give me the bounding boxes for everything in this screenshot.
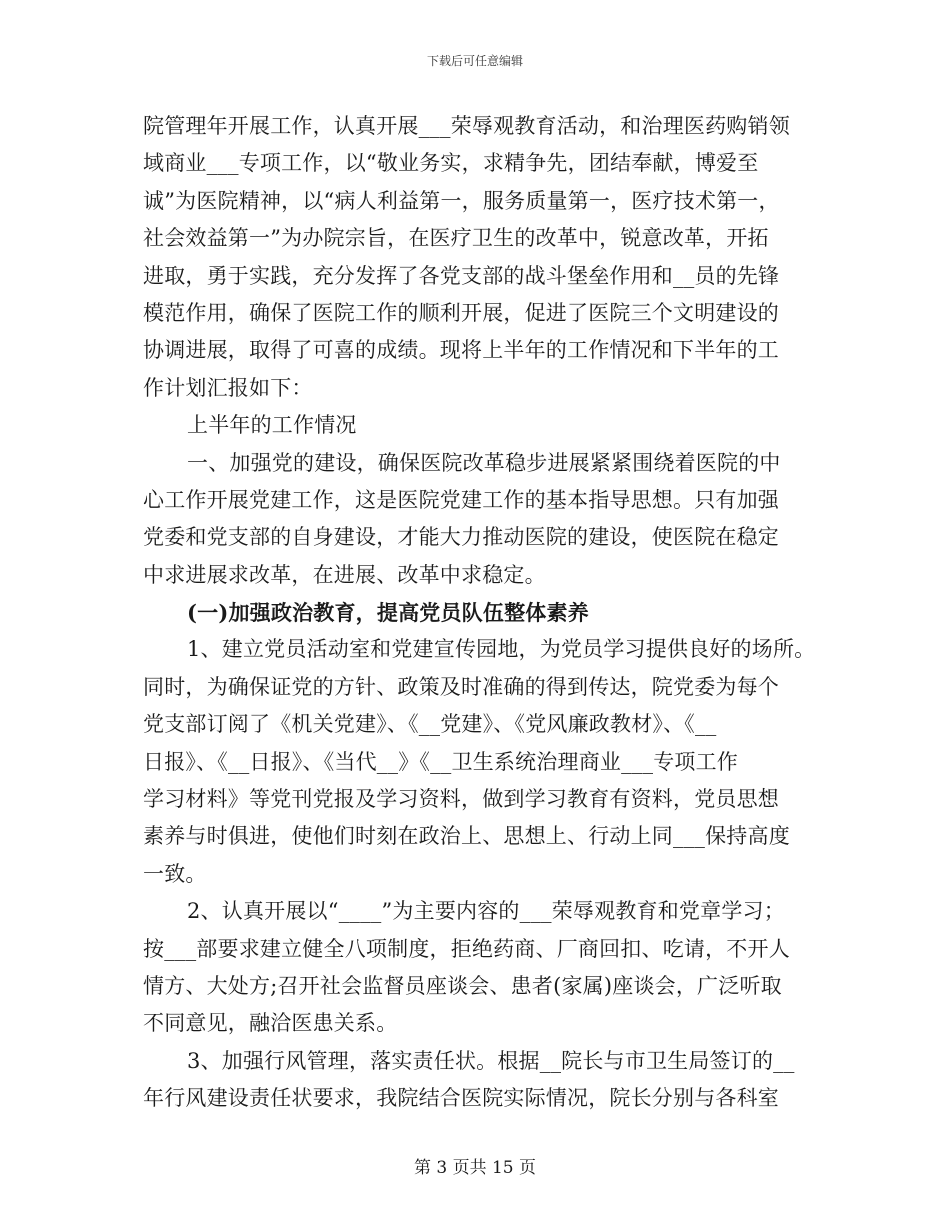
body-line: 一、加强党的建设，确保医院改革稳步进展紧紧围绕着医院的中 — [187, 450, 781, 475]
page-header: 下载后可任意编辑 — [426, 54, 523, 68]
body-line: 按___部要求建立健全八项制度，拒绝药商、厂商回扣、吃请，不开人 — [143, 936, 790, 961]
body-line: 情方、大处方;召开社会监督员座谈会、患者(家属)座谈会，广泛听取 — [143, 973, 782, 998]
body-line: 学习材料》等党刊党报及学习资料，做到学习教育有资料，党员思想 — [143, 787, 779, 812]
body-line: 院管理年开展工作，认真开展___荣辱观教育活动，和治理医药购销领 — [143, 114, 790, 138]
body-line: 诚”为医院精神，以“病人利益第一，服务质量第一，医疗技术第一， — [143, 188, 780, 213]
body-line: 进取，勇于实践，充分发挥了各党支部的战斗堡垒作用和__员的先锋 — [143, 263, 780, 288]
body-line: 不同意见，融洽医患关系。 — [143, 1011, 398, 1036]
body-line: 年行风建设责任状要求，我院结合医院实际情况，院长分别与各科室 — [143, 1086, 779, 1111]
body-line: 中求进展求改革，在进展、改革中求稳定。 — [143, 562, 546, 587]
document-body — [143, 108, 843, 1118]
page-footer: 第 3 页共 15 页 — [413, 1158, 537, 1178]
body-line: 素养与时俱进，使他们时刻在政治上、思想上、行动上同___保持高度 — [143, 824, 790, 849]
body-line: 日报》、《__日报》、《当代__》《__卫生系统治理商业___专项工作 — [143, 749, 738, 774]
body-line: 2、认真开展以“____”为主要内容的___荣辱观教育和党章学习； — [187, 899, 785, 924]
body-line: 社会效益第一”为办院宗旨，在医疗卫生的改革中，锐意改革，开拓 — [143, 226, 769, 251]
body-line: 心工作开展党建工作，这是医院党建工作的基本指导思想。只有加强 — [143, 487, 779, 512]
body-line: 域商业___专项工作，以“敬业务实，求精争先，团结奉献，博爱至 — [143, 151, 759, 176]
body-line: 作计划汇报如下： — [143, 375, 313, 400]
subsection-heading: (一)加强政治教育，提高党员队伍整体素养 — [187, 600, 589, 626]
body-line: 3、加强行风管理，落实责任状。根据__院长与市卫生局签订的__ — [187, 1048, 795, 1073]
section-heading: 上半年的工作情况 — [187, 413, 357, 438]
body-line: 同时，为确保证党的方针、政策及时准确的得到传达，院党委为每个 — [143, 674, 779, 699]
body-line: 党委和党支部的自身建设，才能大力推动医院的建设，使医院在稳定 — [143, 525, 779, 550]
body-line: 1、建立党员活动室和党建宣传园地，为党员学习提供良好的场所。 — [187, 637, 816, 662]
body-line: 党支部订阅了《机关党建》、《__党建》、《党风廉政教材》、《__ — [143, 712, 717, 737]
body-line: 协调进展，取得了可喜的成绩。现将上半年的工作情况和下半年的工 — [143, 338, 779, 363]
body-line: 一致。 — [143, 861, 207, 886]
body-line: 模范作用，确保了医院工作的顺利开展，促进了医院三个文明建设的 — [143, 300, 779, 325]
